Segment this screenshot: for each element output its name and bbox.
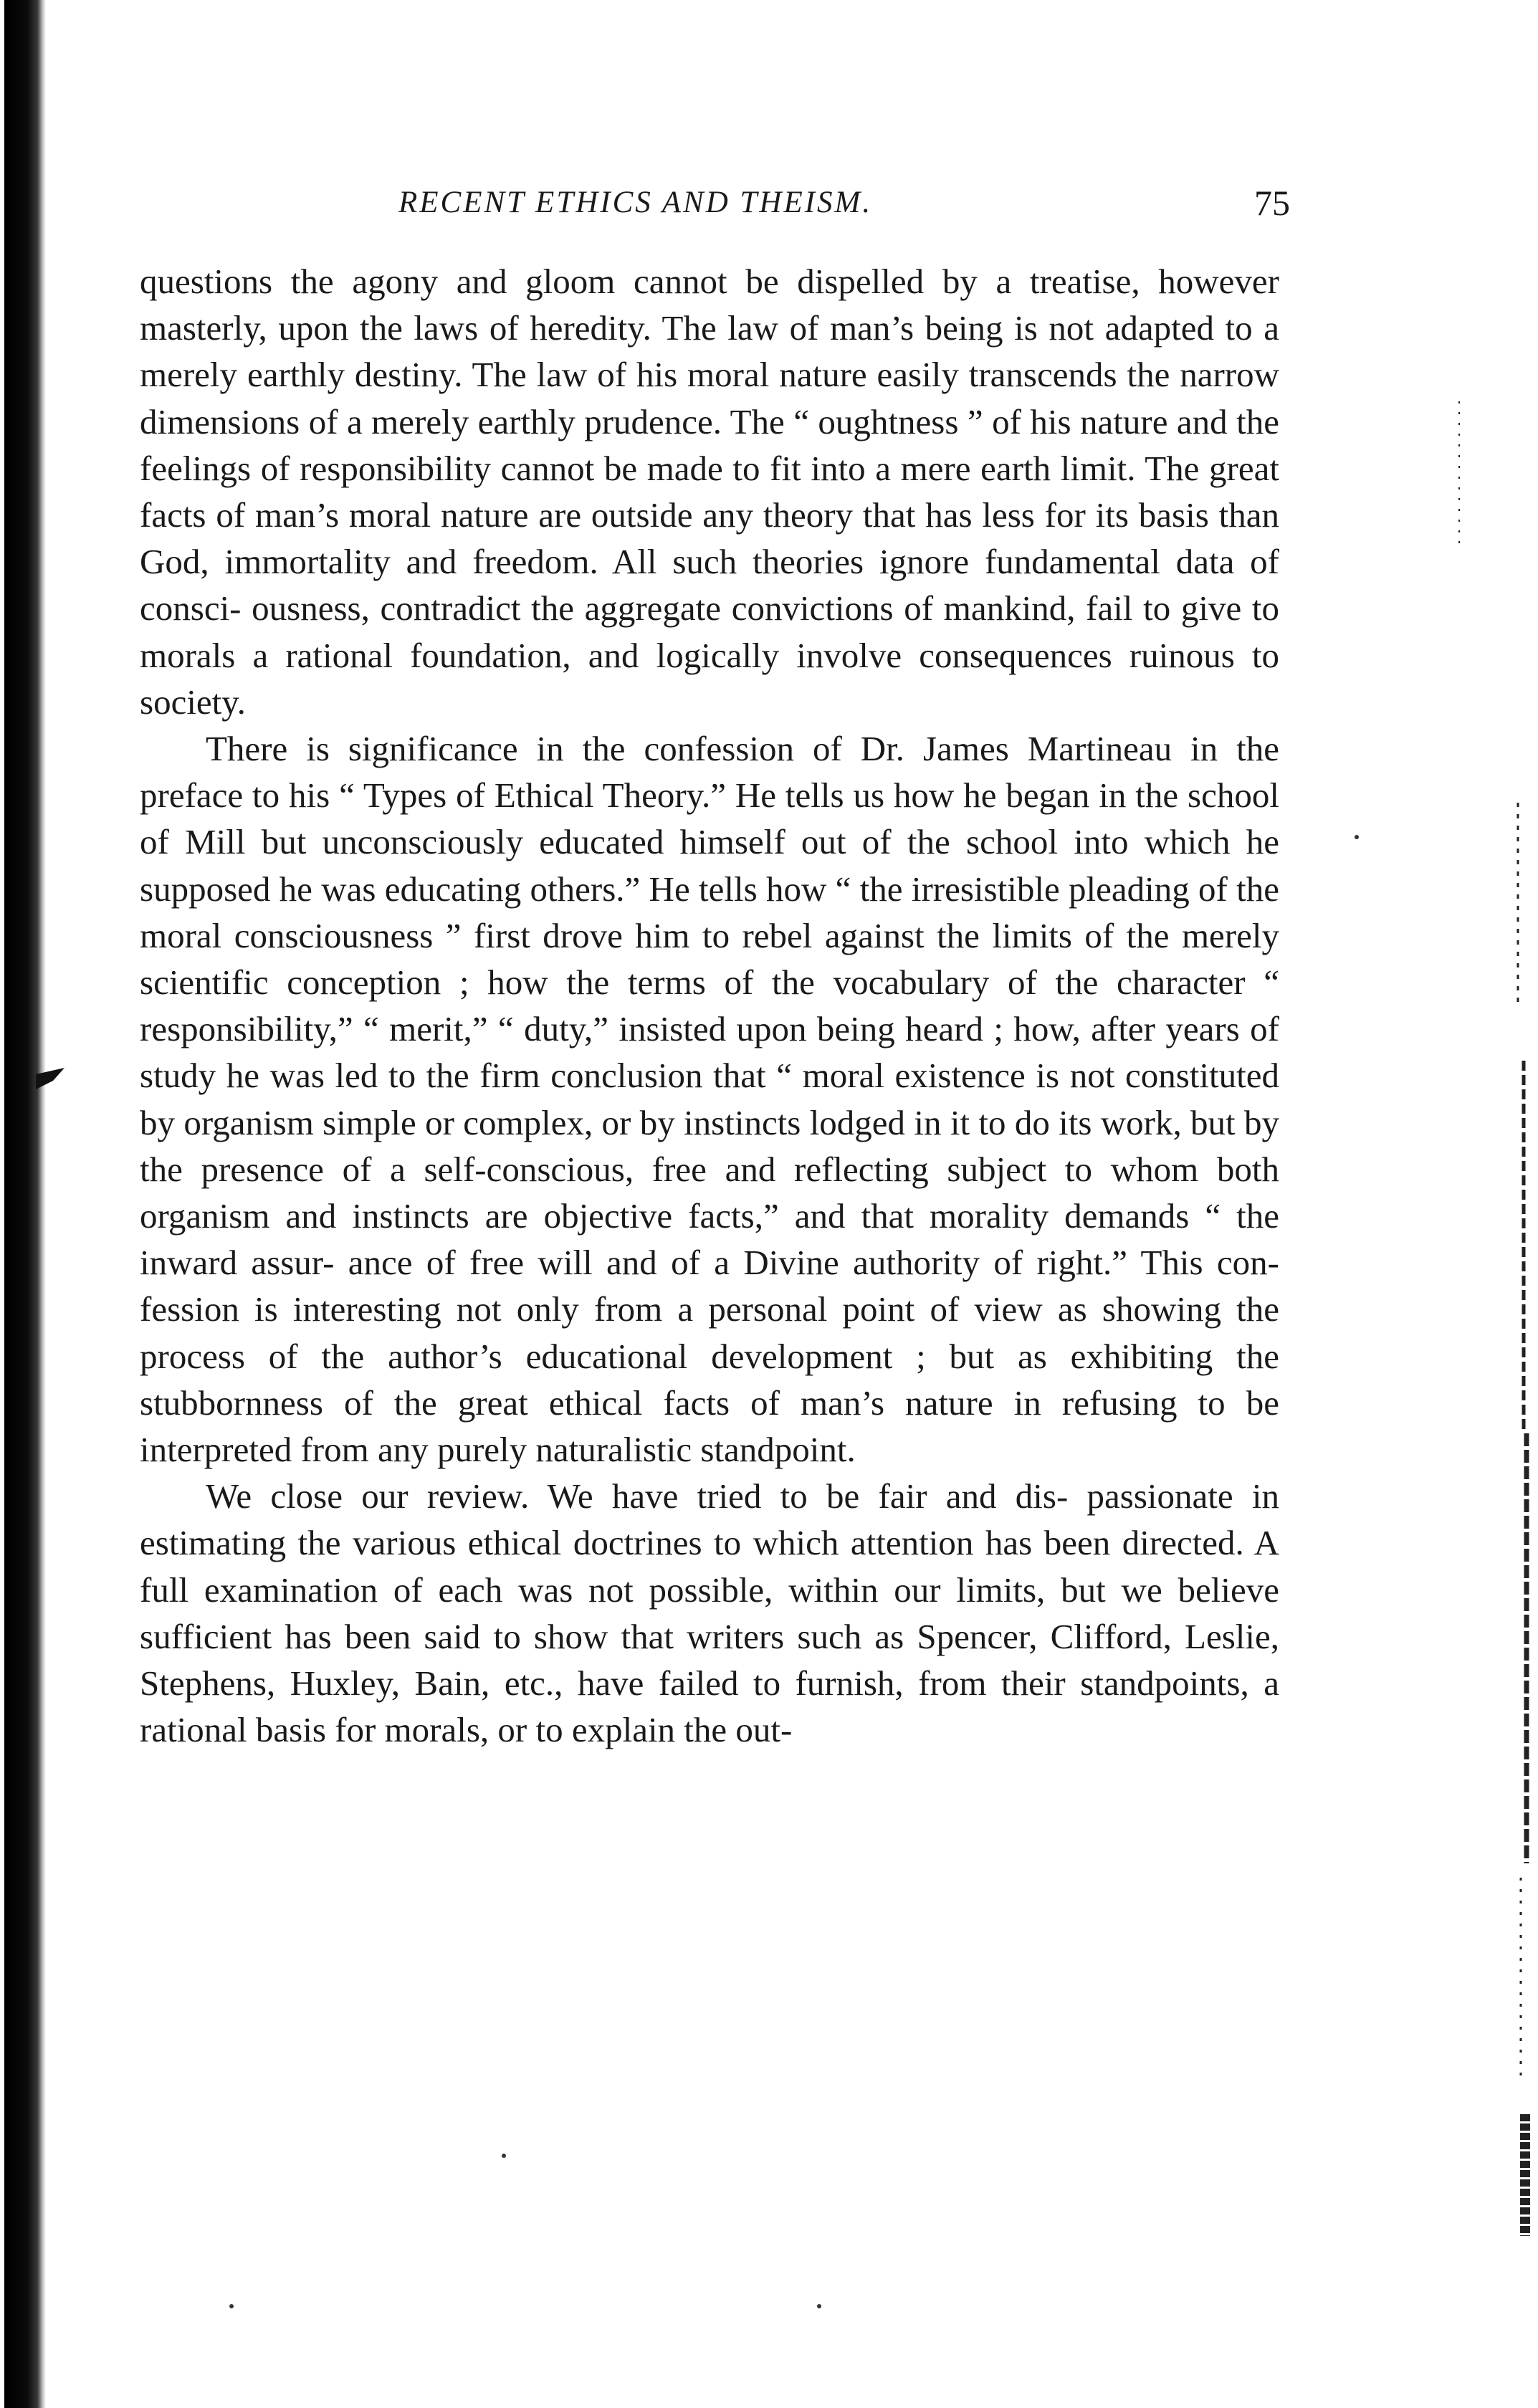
- paragraph-martineau: There is significance in the confession of Dr. James Martineau in the preface to his “ Types of Ethical Theory.” He tells us how he began in the school of Mill but unconsciously educated himself out of the school into which he supposed he was educating others.” He tells how “ the irresistible pleading of the moral consciousness ” first drove him to rebel against the limits of the merely scientific conception ; how the terms of the vocabulary of the character “ responsibility,” “ merit,” “ duty,” insisted upon being heard ; how, after years of study he was led to the firm conclusion that “ moral existence is not constituted by organism simple or complex, or by instincts lodged in it to do its work, but by the presence of a self-conscious, free and reflecting subject to whom both organism and instincts are objective facts,” and that morality demands “ the inward assur- ance of free will and of a Divine authority of right.” This con- fession is interesting not only from a personal point of view as showing the process of the author’s educational development ; but as exhibiting the stubbornness of the great ethical facts of man’s nature in refusing to be interpreted from any purely naturalistic standpoint.: [140, 729, 1279, 1470]
- page-number: 75: [1254, 183, 1290, 223]
- body-text: [140, 258, 1279, 1754]
- stray-dot: [1355, 835, 1359, 839]
- book-spine-shadow: [4, 0, 46, 2408]
- page-edge-marks: [1430, 0, 1538, 2408]
- running-head-title: RECENT ETHICS AND THEISM.: [398, 186, 873, 219]
- stray-dot: [229, 2304, 234, 2308]
- stray-dot: [502, 2154, 506, 2158]
- running-head: [172, 185, 1290, 235]
- paragraph-continued: questions the agony and gloom cannot be dispelled by a treatise, however masterly, upon the laws of heredity. The law of man’s being is not adapted to a merely earthly destiny. The law of his moral nature easily transcends the narrow dimensions of a merely earthly prudence. The “ oughtness ” of his nature and the feelings of responsibility cannot be made to fit into a mere earth limit. The great facts of man’s moral nature are outside any theory that has less for its basis than God, immortality and freedom. All such theories ignore fundamental data of consci- ousness, contradict the aggregate convictions of mankind, fail to give to morals a rational foundation, and logically involve consequences ruinous to society.: [140, 262, 1279, 722]
- paragraph-conclusion: We close our review. We have tried to be fair and dis- passionate in estimating the various ethical doctrines to which attention has been directed. A full examination of each was not possible, within our limits, but we believe sufficient has been said to show that writers such as Spencer, Clifford, Leslie, Stephens, Huxley, Bain, etc., have failed to furnish, from their standpoints, a rational basis for morals, or to explain the out-: [140, 1476, 1279, 1750]
- stray-dot: [817, 2304, 821, 2308]
